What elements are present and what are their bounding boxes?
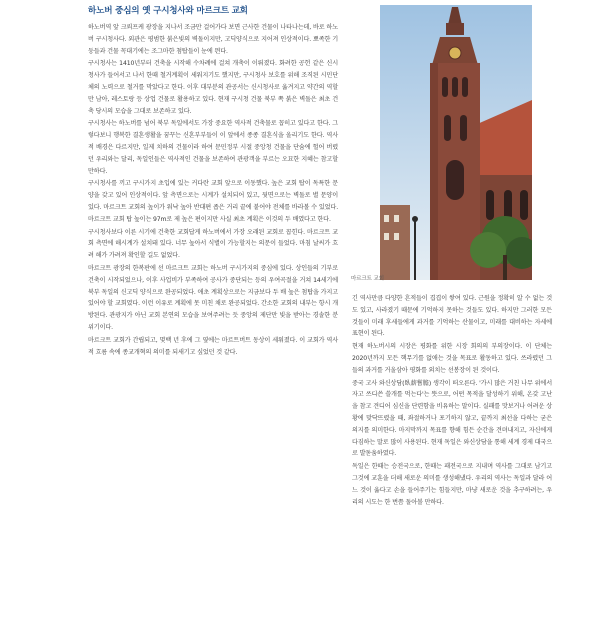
photo-caption: 마르크트 교회 — [351, 276, 384, 282]
church-photo — [380, 5, 532, 280]
paragraph: 구시청사는 하노버를 넘어 북부 독일에서도 가장 중요한 역사적 건축물로 꼽히고 있다고 한다. 그렇다보니 행복한 결혼생활을 꿈꾸는 신혼부부들이 이 앞에서 종종 결혼식을 올리기도 한다. 역사적 배경은 다르지만, 일제 치하의 건물이라 하여 문민정부 시절 중앙청 건물을 단숨에 헐어 버렸던 우리와는 달리, 독일인들은 역사적인 건물을 보존하여 관광객을 부르는 오묘한 지혜는 참고할 만하다. — [88, 120, 338, 175]
article-title: 하노버 중심의 옛 구시청사와 마르크트 교회 — [88, 6, 248, 16]
paragraph: 긴 역사만큼 다양한 흔적들이 겹겹이 쌓여 있다. 근원을 정확히 알 수 없는 것도 있고, 사라졌기 때문에 기억하지 못하는 것들도 있다. 하지만 그러한 모든 것들이 미래 후세들에게 과거를 기억하는 산물이고, 미래를 대비하는 자세에 표현이 된다. — [352, 295, 552, 338]
paragraph: 현재 하노버시의 시장은 평화를 위한 시장 회의의 부의장이다. 이 단체는 2020년까지 모든 핵무기를 없애는 것을 목표로 활동하고 있다. 쓰라렸던 그들의 과거를 거울삼아 평화를 외치는 선봉장이 된 것이다. — [352, 343, 552, 374]
paragraph: 마르크트 광장의 한복판에 선 마르크트 교회는 하노버 구시가지의 중심에 있다. 상인들의 기부로 건축이 시작되었으나, 이후 사업비가 부족하여 공사가 중단되는 등의 우여곡절을 거쳐 14세기에 북부 독일의 신고딕 양식으로 완공되었다. 애초 계획상으로는 지금보다 두 배 높은 첨탑을 가지고 있어야 할 교회였다. 이런 이유로 계획에 못 미친 채로 완공되었다. 간소한 교회의 내부는 항시 개방된다. 관광지가 아닌 교회 본연의 모습을 보여주려는 듯 중앙의 제단만 빛을 받아는 경솔한 분위기이다. — [88, 264, 338, 331]
paragraph: 구시청사보다 이른 시기에 건축한 교회답게 하노버에서 가장 오래된 교회로 꼽힌다. 마르크트 교회 측면에 해시계가 설치돼 있다. 너무 높아서 식별이 가능할지는 의문이 들었다. 마침 날씨가 흐려 해가 가려져 확인할 길도 없었다. — [88, 228, 338, 260]
right-column — [352, 293, 552, 509]
paragraph: 독일은 한때는 승전국으로, 한때는 패전국으로 지내며 역사를 그대로 남기고 그것에 교훈을 더해 새로운 의미를 생성해냈다. 우리의 역사는 독일과 달라 어느 것이 옳다고 손을 들어주기는 힘들지만, 마냥 새로운 것을 추구하려는, 우리의 시도는 한 번쯤 돌아볼 만하다. — [352, 463, 552, 506]
paragraph: 구시청사는 1410년부터 건축을 시작해 수차례에 걸쳐 개축이 이뤄졌다. 화려한 공헌 같은 신시청사가 들어서고 나서 한때 철거계획이 세워지기도 했지만, 구시청사 보호를 위해 조직된 시민단체의 노력으로 철거를 막았다고 한다. 이후 대부분의 관공서는 신시청사로 옮겨지고 약간의 역할만 남아, 레스토랑 등 상업 건물로 활용하고 있다. 현재 구시청 건물 북부 쪽 붉은 벽돌은 최초 건축 당시의 모습을 그대로 보존하고 있다. — [88, 60, 338, 115]
paragraph: 하노버역 앞 크뢰프케 광장을 지나서 조금만 걸어가다 보면 근사한 건물이 나타나는데, 바로 하노버 구시청사다. 외관은 평범한 붉은빛의 벽돌이지만, 고딕양식으로 지어져 인상적이다. 뾰족한 기둥들과 건물 꼭대기에는 조그마한 첨탑들이 눈에 띈다. — [88, 24, 338, 55]
paragraph: 중국 고사 와신상담(臥薪嘗膽) 생각이 떠오른다. '가시 많은 거친 나무 위에서 자고 쓰디쓴 쓸개를 먹는다'는 뜻으로, 어떤 목적을 달성하기 위해, 온갖 고난을 참고 견디어 심신을 단련함을 비유하는 말이다. 실패를 맛보거나 어려운 상황에 맞닥뜨렸을 때, 좌절하거나 포기하지 않고, 끝까지 최선을 다하는 굳은 의지를 의미한다. 마지막까지 목표를 향해 힘든 순간을 견뎌내지고, 자신에게 다짐하는 말로 많이 사용된다. 현재 독일은 와신상담을 통해 세계 경제 대국으로 발돋움하였다. — [352, 379, 552, 458]
marktkirche-illustration — [380, 5, 532, 280]
left-column — [88, 4, 338, 359]
paragraph: 구시청사를 끼고 구시가지 초입에 있는 커다란 교회 앞으로 이동했다. 높은 교회 탑이 독특한 문양을 갖고 있어 인상적이다. 앞 측면으로는 시계가 설치되어 있고, 뒷면으로는 벽돌로 별 문양이 있다. 마르크트 교회의 높이가 워낙 높아 반대편 좁은 거리 끝에 붙어야 전체를 바라볼 수 있었다. 마르크트 교회 탑 높이는 97m로 제 높은 편이지만 사실 최초 계획은 이것의 두 배였다고 한다. — [88, 180, 338, 223]
paragraph: 마르크트 교회가 간립되고, 몇백 년 후에 그 옆에는 마르트버트 동상이 세워졌다. 이 교회가 역사적 흐름 속에 종교개혁의 의미를 되새기고 싶었던 것 같다. — [88, 336, 338, 356]
